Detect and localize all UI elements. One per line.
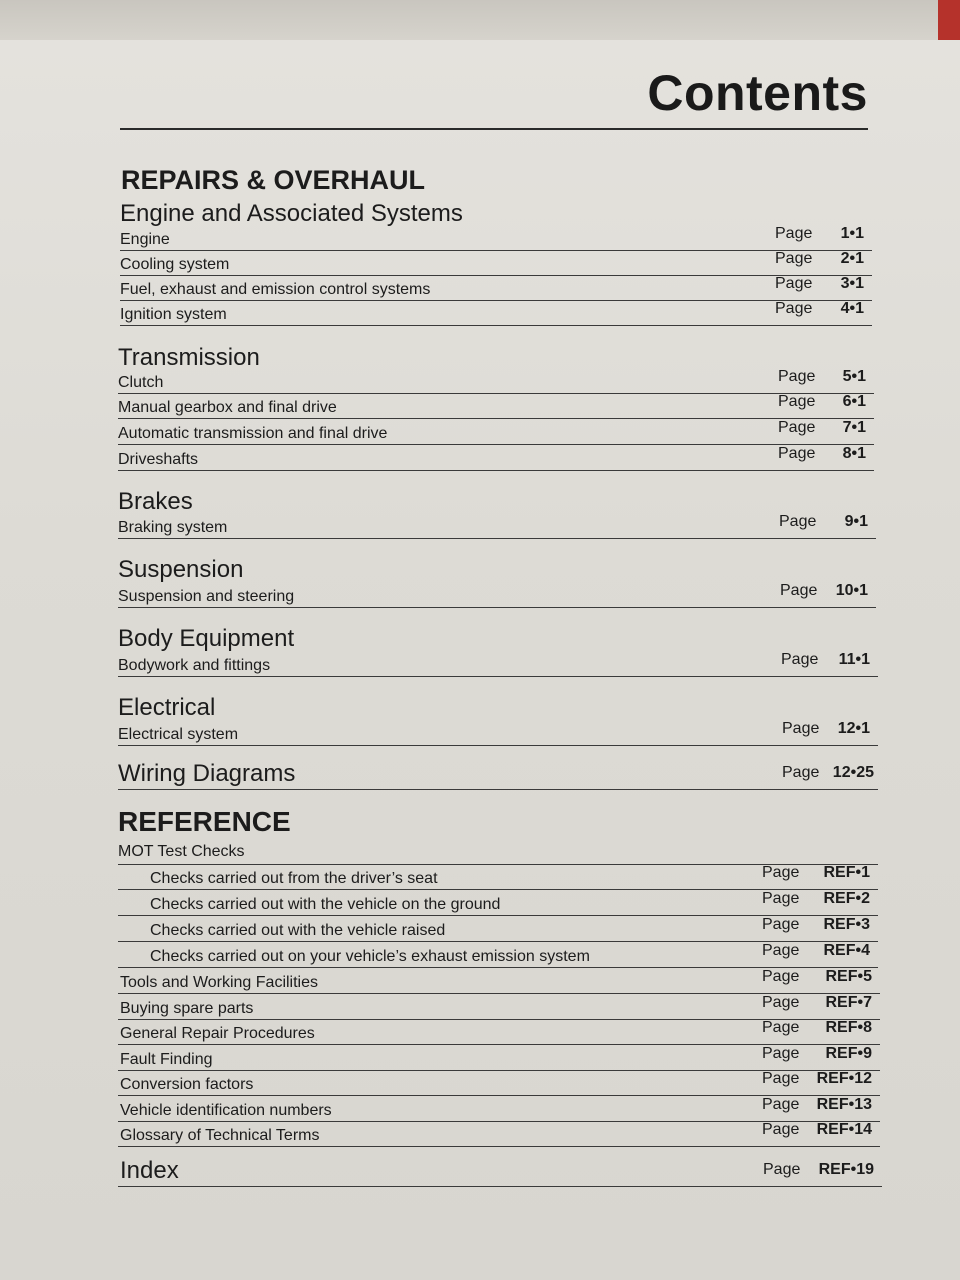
red-cover-corner	[938, 0, 960, 40]
entry-page-word: Page	[762, 942, 800, 959]
entry-page-number: REF•5	[825, 968, 872, 985]
wiring-title: Wiring Diagrams	[118, 760, 296, 787]
group-title-electrical: Electrical	[118, 694, 216, 721]
entry-page-number: 7•1	[842, 419, 866, 436]
entry-page-word: Page	[778, 393, 816, 410]
entry-label: Conversion factors	[120, 1076, 254, 1093]
entry-page-word: Page	[762, 1096, 800, 1113]
entry-page-word: Page	[775, 275, 813, 292]
entry-page-word: Page	[762, 1121, 800, 1138]
toc-entry	[118, 865, 878, 890]
entry-label: Tools and Working Facilities	[120, 974, 319, 991]
entry-page-word: Page	[762, 994, 800, 1011]
toc-entry	[118, 420, 874, 445]
toc-entry	[118, 1122, 880, 1147]
repairs-heading: REPAIRS & OVERHAUL	[121, 165, 426, 195]
entry-page-number: REF•9	[825, 1045, 872, 1062]
page-title: Contents	[647, 65, 868, 121]
entry-label: Checks carried out on your vehicle’s exhaust emission system	[150, 948, 590, 965]
toc-entry	[118, 446, 874, 471]
entry-page-number: 1•1	[840, 225, 864, 242]
group-title-suspension: Suspension	[118, 556, 244, 583]
entry-label: Ignition system	[120, 306, 227, 323]
entry-label: Checks carried out from the driver’s seat	[150, 870, 438, 887]
entry-label: Engine	[120, 231, 170, 248]
toc-entry	[118, 969, 880, 994]
title-rule	[120, 128, 868, 130]
entry-label: Fault Finding	[120, 1051, 213, 1068]
entry-page-number: REF•1	[823, 864, 870, 881]
entry-page-number: 6•1	[842, 393, 866, 410]
entry-label: Buying spare parts	[120, 1000, 254, 1017]
toc-entry	[118, 514, 876, 539]
entry-page-word: Page	[778, 368, 816, 385]
toc-entry	[118, 995, 880, 1020]
entry-page-number: 3•1	[840, 275, 864, 292]
toc-entry	[118, 1071, 880, 1096]
entry-page-number: REF•4	[823, 942, 870, 959]
entry-label: General Repair Procedures	[120, 1025, 315, 1042]
entry-page-word: Page	[780, 582, 818, 599]
mot-heading	[118, 843, 878, 865]
entry-page-number: REF•19	[818, 1161, 874, 1178]
entry-page-word: Page	[778, 419, 816, 436]
entry-page-number: 10•1	[835, 582, 868, 599]
entry-label: Vehicle identification numbers	[120, 1102, 332, 1119]
entry-page-number: REF•12	[816, 1070, 872, 1087]
entry-page-number: REF•3	[823, 916, 870, 933]
entry-page-word: Page	[762, 1019, 800, 1036]
toc-entry	[118, 583, 876, 608]
entry-page-word: Page	[778, 445, 816, 462]
entry-label: Manual gearbox and final drive	[118, 399, 337, 416]
entry-page-number: 4•1	[840, 300, 864, 317]
toc-entry	[120, 301, 872, 326]
entry-page-number: 12•25	[832, 764, 874, 781]
entry-page-number: REF•13	[816, 1096, 872, 1113]
entry-page-word: Page	[782, 764, 820, 781]
toc-entry	[120, 276, 872, 301]
entry-page-word: Page	[762, 890, 800, 907]
entry-page-word: Page	[775, 225, 813, 242]
entry-page-word: Page	[762, 864, 800, 881]
entry-page-word: Page	[762, 1070, 800, 1087]
group-title-body-equipment: Body Equipment	[118, 625, 295, 652]
entry-label: Electrical system	[118, 726, 239, 743]
toc-entry	[120, 226, 872, 251]
toc-entry-wiring	[118, 758, 878, 790]
entry-page-word: Page	[762, 916, 800, 933]
entry-page-word: Page	[762, 1045, 800, 1062]
entry-page-number: REF•8	[825, 1019, 872, 1036]
entry-page-word: Page	[775, 300, 813, 317]
entry-page-number: 2•1	[840, 250, 864, 267]
toc-entry	[118, 1046, 880, 1071]
toc-entry	[118, 891, 878, 916]
toc-entry	[118, 917, 878, 942]
toc-entry	[118, 394, 874, 419]
group-title-engine: Engine and Associated Systems	[120, 200, 463, 227]
toc-entry	[118, 369, 874, 394]
entry-page-word: Page	[779, 513, 817, 530]
entry-label: Fuel, exhaust and emission control systems	[120, 281, 431, 298]
entry-label: Driveshafts	[118, 451, 199, 468]
entry-page-number: 9•1	[844, 513, 868, 530]
entry-page-word: Page	[763, 1161, 801, 1178]
entry-label: Cooling system	[120, 256, 230, 273]
toc-entry-index	[118, 1155, 882, 1187]
group-title-transmission: Transmission	[118, 344, 260, 371]
toc-entry	[118, 1020, 880, 1045]
entry-page-word: Page	[782, 720, 820, 737]
entry-label: Clutch	[118, 374, 164, 391]
entry-label: Checks carried out with the vehicle on the ground	[150, 896, 501, 913]
entry-page-word: Page	[762, 968, 800, 985]
index-title: Index	[120, 1157, 179, 1184]
entry-label: Glossary of Technical Terms	[120, 1127, 320, 1144]
entry-page-word: Page	[781, 651, 819, 668]
toc-entry	[118, 1097, 880, 1122]
entry-label: Checks carried out with the vehicle raised	[150, 922, 446, 939]
entry-page-number: 8•1	[842, 445, 866, 462]
entry-label: Automatic transmission and final drive	[118, 425, 388, 442]
reference-heading: REFERENCE	[118, 806, 291, 837]
toc-entry	[118, 943, 878, 968]
entry-label: Braking system	[118, 519, 228, 536]
entry-page-number: REF•14	[816, 1121, 872, 1138]
toc-entry	[118, 652, 878, 677]
entry-page-number: REF•7	[825, 994, 872, 1011]
entry-page-word: Page	[775, 250, 813, 267]
entry-page-number: REF•2	[823, 890, 870, 907]
group-title-brakes: Brakes	[118, 488, 193, 515]
mot-heading-label: MOT Test Checks	[118, 843, 245, 860]
entry-page-number: 5•1	[842, 368, 866, 385]
entry-label: Suspension and steering	[118, 588, 295, 605]
entry-label: Bodywork and fittings	[118, 657, 271, 674]
page-top-strip	[0, 0, 960, 40]
toc-entry	[120, 251, 872, 276]
toc-entry	[118, 721, 878, 746]
entry-page-number: 12•1	[837, 720, 870, 737]
entry-page-number: 11•1	[838, 651, 870, 668]
